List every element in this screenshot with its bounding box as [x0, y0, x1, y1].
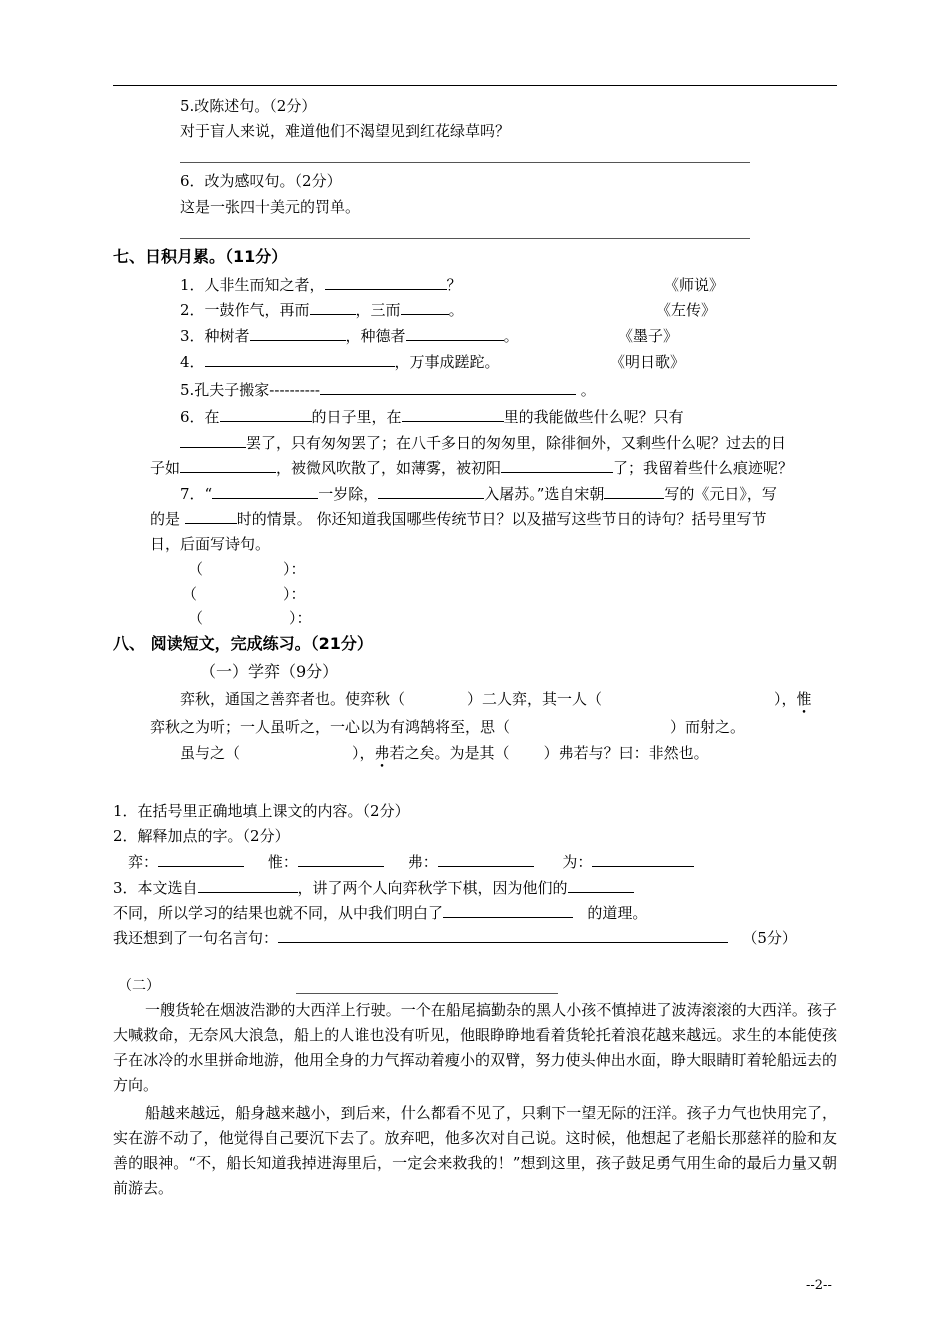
xueyi-text-1a: 弈秋，通国之善弈者也。使弈秋（ — [180, 690, 406, 708]
q2-label-wei: 惟： — [267, 853, 298, 871]
q2-blank-fu[interactable] — [438, 852, 534, 867]
s7-l7-blank-4[interactable] — [185, 509, 237, 524]
s7-line-5 — [180, 380, 596, 400]
q2-label-fu: 弗： — [407, 853, 438, 871]
s7-l2-blank-1[interactable] — [310, 300, 356, 315]
s8-q3-line1 — [113, 878, 634, 898]
s7-l2-text-b: ，三而 — [355, 301, 401, 319]
paren-open: （ — [188, 560, 204, 578]
passage2-paragraph-2: 船越来越远，船身越来越小，到后来，什么都看不见了，只剩下一望无际的汪洋。孩子力气也快用完了，实在游不动了，他觉得自己要沉下去了。放弃吧，他多次对自己说。这时候，他想起了老船长那慈祥的脸和友善的眼神。“不，船长知道我掉进海里后，一定会来救我的！”想到这里，孩子鼓足勇气用生命的最后力量又朝前游去。 — [113, 1104, 837, 1197]
s7-l4-text-b: ，万事成蹉跎。 — [394, 353, 500, 371]
paren-close: ）： — [283, 560, 306, 578]
s7-l4-blank[interactable] — [205, 352, 395, 367]
s7-l5-text-b: 。 — [580, 381, 596, 399]
q2-label-yi: 弈： — [128, 853, 159, 871]
xueyi-text-3e: ）弗若与？曰：非然也。 — [543, 744, 709, 762]
s7-l3-text-c: 。 — [503, 327, 519, 345]
s7-l3-blank-1[interactable] — [250, 326, 346, 341]
s7-line-6c — [150, 458, 793, 478]
s7-line-6b — [180, 433, 786, 453]
s7-l5-blank[interactable] — [320, 380, 576, 395]
q5-sentence: 对于盲人来说，难道他们不渴望见到红花绿草吗？ — [180, 122, 511, 140]
s8-sub1-title: （一）学弈（9分） — [200, 662, 339, 681]
s7-l6-text-b: 的日子里，在 — [311, 408, 402, 426]
s7-l7-blank-3[interactable] — [604, 484, 664, 499]
s7-l7-blank-1[interactable] — [212, 484, 318, 499]
s7-line-3 — [180, 326, 519, 346]
paren-open: （ — [182, 585, 198, 603]
xueyi-text-3a: 虽与之（ — [180, 744, 241, 762]
q6-title: 6．改为感叹句。（2分） — [180, 172, 342, 190]
s7-l3-text-a: 3．种树者 — [180, 327, 250, 345]
q6-answer-line[interactable] — [180, 238, 750, 239]
q5-answer-line[interactable] — [180, 162, 750, 163]
q2-blank-yi[interactable] — [158, 852, 244, 867]
xueyi-line-1 — [180, 689, 812, 709]
s7-l7-text-f: 时的情景。 你还知道我国哪些传统节日？以及描写这些节日的诗句？括号里写节 — [236, 510, 767, 528]
q5-title: 5.改陈述句。（2分） — [180, 97, 317, 115]
s7-l2-text-a: 2．一鼓作气，再而 — [180, 301, 310, 319]
section-8-title: 八、 阅读短文，完成练习。（21分） — [113, 634, 373, 653]
xueyi-text-3b: ）， — [352, 744, 375, 762]
s7-l2-blank-2[interactable] — [401, 300, 449, 315]
q6-sentence: 这是一张四十美元的罚单。 — [180, 198, 361, 216]
xueyi-text-2b: ）而射之。 — [670, 718, 746, 736]
q3-text-e: 我还想到了一句名言句： — [113, 929, 279, 947]
s7-l6-text-e: 子如 — [150, 459, 181, 477]
s7-l3-text-b: ，种德者 — [345, 327, 406, 345]
q3-text-c: 不同，所以学习的结果也就不同，从中我们明白了 — [113, 904, 444, 922]
s7-line-6a — [180, 407, 684, 427]
xueyi-text-1b: ）二人弈，其一人（ — [467, 690, 603, 708]
s7-festival-row-1[interactable] — [188, 559, 306, 579]
paren-close: ）： — [289, 609, 312, 627]
xueyi-line-2 — [150, 717, 745, 737]
s7-l7-text-a: 7．“ — [180, 485, 213, 503]
s8-q3-line2 — [113, 903, 647, 923]
page-number: --2-- — [806, 1278, 832, 1293]
xueyi-dotted-wei: 惟 — [796, 690, 812, 708]
s7-line-4 — [180, 352, 500, 372]
s7-l7-text-c: 入屠苏。”选自宋朝 — [484, 485, 605, 503]
passage2-title-blank[interactable] — [296, 993, 558, 994]
s7-l6-text-g: 了；我留着些什么痕迹呢？ — [613, 459, 794, 477]
paren-open: （ — [188, 609, 204, 627]
s7-l1-text-b: ？ — [446, 276, 462, 294]
s7-l6-text-d: 罢了，只有匆匆罢了；在八千多日的匆匆里，除徘徊外，又剩些什么呢？过去的日 — [246, 434, 787, 452]
header-rule — [113, 85, 837, 86]
xueyi-line-3 — [180, 743, 709, 763]
s7-line-2 — [180, 300, 464, 320]
q2-blank-wei[interactable] — [298, 852, 384, 867]
s7-line-1 — [180, 275, 462, 295]
q3-blank-quote[interactable] — [278, 928, 728, 943]
s7-l7-text-e: 的是 — [150, 510, 185, 528]
q3-blank-lesson[interactable] — [443, 903, 573, 918]
s8-q3-line3 — [113, 928, 797, 948]
s7-l7-text-g: 日，后面写诗句。 — [150, 535, 271, 553]
section-7-title: 七、日积月累。（11分） — [113, 247, 288, 266]
s7-l6-blank-4[interactable] — [180, 458, 276, 473]
s7-festival-row-3[interactable] — [188, 608, 312, 628]
s7-l4-source: 《明日歌》 — [610, 353, 686, 371]
s7-l1-source: 《师说》 — [664, 276, 725, 294]
s7-l1-text-a: 1．人非生而知之者， — [180, 276, 325, 294]
s7-line-7a — [180, 484, 777, 504]
xueyi-text-3d: 若之矣。为是其（ — [389, 744, 510, 762]
s7-l6-text-f: ，被微风吹散了，如薄雾，被初阳 — [276, 459, 502, 477]
s8-sub2-title: （二） — [118, 978, 160, 994]
paren-close: ）： — [283, 585, 306, 603]
s7-l6-blank-2[interactable] — [402, 407, 504, 422]
s7-l7-text-d: 写的《元日》，写 — [664, 485, 777, 503]
q3-text-a: 3．本文选自 — [113, 879, 198, 897]
q3-text-b: ，讲了两个人向弈秋学下棋，因为他们的 — [297, 879, 568, 897]
s7-l6-blank-1[interactable] — [220, 407, 312, 422]
q2-blank-wei2[interactable] — [592, 852, 694, 867]
s8-q2: 2．解释加点的字。（2分） — [113, 827, 290, 845]
s7-l4-text-a: 4． — [180, 353, 205, 371]
xueyi-dotted-fu: 弗 — [374, 744, 390, 762]
s7-l2-source: 《左传》 — [656, 301, 717, 319]
s7-line-7b — [150, 509, 767, 529]
s7-l3-source: 《墨子》 — [618, 327, 679, 345]
q3-blank-diff[interactable] — [568, 878, 634, 893]
s7-l1-blank[interactable] — [325, 275, 447, 290]
s7-l6-blank-5[interactable] — [501, 458, 613, 473]
s7-l7-text-b: 一岁除， — [318, 485, 379, 503]
s7-l6-blank-3[interactable] — [180, 433, 246, 448]
s7-l3-blank-2[interactable] — [406, 326, 504, 341]
xueyi-text-1c: ）， — [774, 690, 797, 708]
s7-l5-text-a: 5.孔夫子搬家---------- — [180, 381, 320, 399]
s7-festival-row-2[interactable] — [182, 584, 306, 604]
s8-q1: 1．在括号里正确地填上课文的内容。（2分） — [113, 802, 410, 820]
passage2-paragraph-1: 一艘货轮在烟波浩渺的大西洋上行驶。一个在船尾搞勤杂的黑人小孩不慎掉进了波涛滚滚的大西洋。孩子大喊救命，无奈风大浪急，船上的人谁也没有听见，他眼睁睁地看着货轮托着浪花越来越远。求生的本能使孩子在冰冷的水里拼命地游，他用全身的力气挥动着瘦小的双臂，努力使头伸出水面，睁大眼睛盯着轮船远去的方向。 — [113, 1001, 837, 1094]
s7-l6-text-a: 6．在 — [180, 408, 220, 426]
xueyi-text-2a: 弈秋之为听；一人虽听之，一心以为有鸿鹄将至，思（ — [150, 718, 511, 736]
s7-l7-blank-2[interactable] — [378, 484, 484, 499]
q3-text-d: 的道理。 — [587, 904, 648, 922]
s7-l6-text-c: 里的我能做些什么呢？只有 — [503, 408, 684, 426]
q3-score: （5分） — [742, 929, 797, 947]
q3-blank-source[interactable] — [198, 878, 298, 893]
q2-label-wei2: 为： — [562, 853, 593, 871]
s8-q2-blanks — [128, 852, 694, 872]
s7-l2-text-c: 。 — [448, 301, 464, 319]
